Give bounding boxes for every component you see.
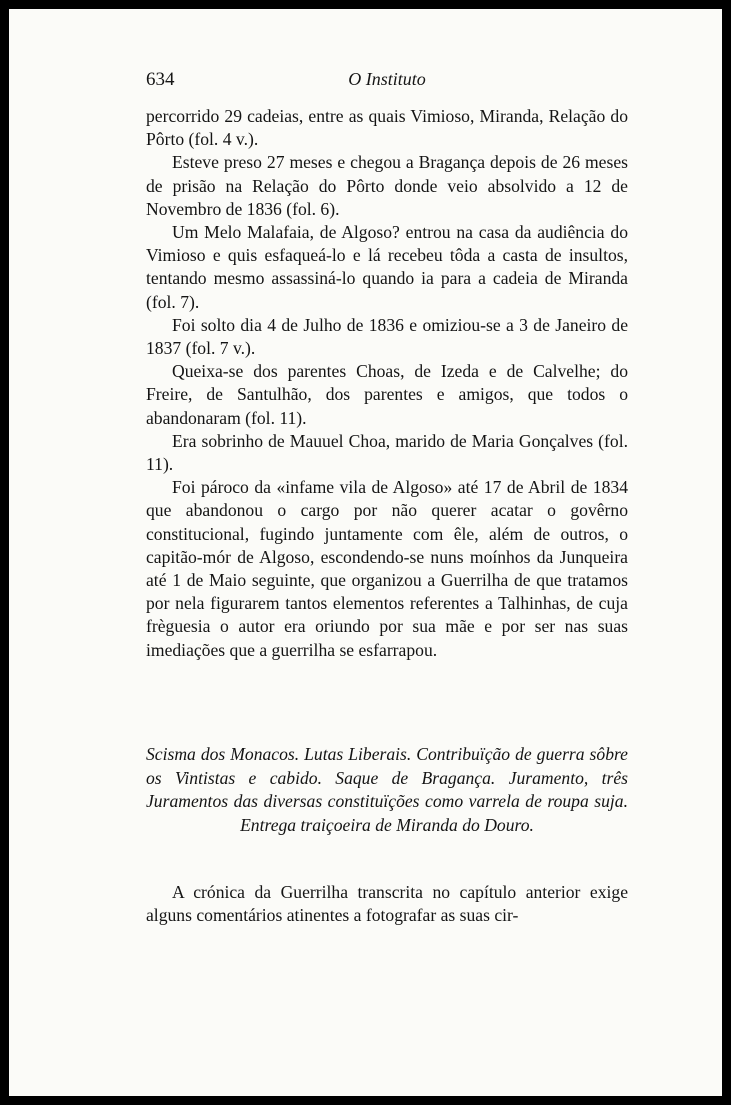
paragraph: Foi solto dia 4 de Julho de 1836 e omiziou-se a 3 de Janeiro de 1837 (fol. 7 v.). — [146, 314, 628, 359]
body-text — [146, 105, 628, 662]
paragraph: Foi pároco da «infame vila de Algoso» até 17 de Abril de 1834 que abandonou o cargo por não querer acatar o govêrno constitucional, fugindo juntamente com êle, além de outros, o capitão-mór de Algoso, escondendo-se nuns moínhos da Junqueira até 1 de Maio seguinte, que organizou a Guerrilha de que tratamos por nela figurarem tantos elementos referentes a Talhinhas, de cuja frèguesia o autor era oriundo por sua mãe e por ser nas suas imediações que a guerrilha se esfarrapou. — [146, 477, 628, 660]
scanned-page — [9, 9, 722, 1096]
paragraph: Um Melo Malafaia, de Algoso? entrou na casa da audiência do Vimioso e quis esfaqueá-lo e lá recebeu tôda a casta de insultos, tentando mesmo assassiná-lo quando ia para a cadeia de Miranda (fol. 7). — [146, 222, 628, 312]
page-number: 634 — [146, 69, 175, 90]
page-header — [146, 69, 628, 95]
closing-paragraph: A crónica da Guerrilha transcrita no capítulo anterior exige alguns comentários atinentes a fotografar as suas cir- — [146, 882, 628, 926]
running-title: O Instituto — [348, 69, 426, 89]
section-heading: Scisma dos Monacos. Lutas Liberais. Contribuïção de guerra sôbre os Vintistas e cabido. Saque de Bragança. Juramento, três Juramentos das diversas constituïções como varrela de roupa suja. Entrega traiçoeira de Miranda do Douro. — [146, 744, 628, 835]
paragraph-continued: percorrido 29 cadeias, entre as quais Vimioso, Miranda, Relação do Pôrto (fol. 4 v.). — [146, 106, 628, 150]
paragraph: Queixa-se dos parentes Choas, de Izeda e de Calvelhe; do Freire, de Santulhão, dos parentes e amigos, que todos o abandonaram (fol. 11). — [146, 361, 628, 428]
paragraph: Era sobrinho de Mauuel Choa, marido de Maria Gonçalves (fol. 11). — [146, 430, 628, 475]
paragraph: Esteve preso 27 meses e chegou a Bragança depois de 26 meses de prisão na Relação do Pôrto donde veio absolvido a 12 de Novembro de 1836 (fol. 6). — [146, 152, 628, 219]
